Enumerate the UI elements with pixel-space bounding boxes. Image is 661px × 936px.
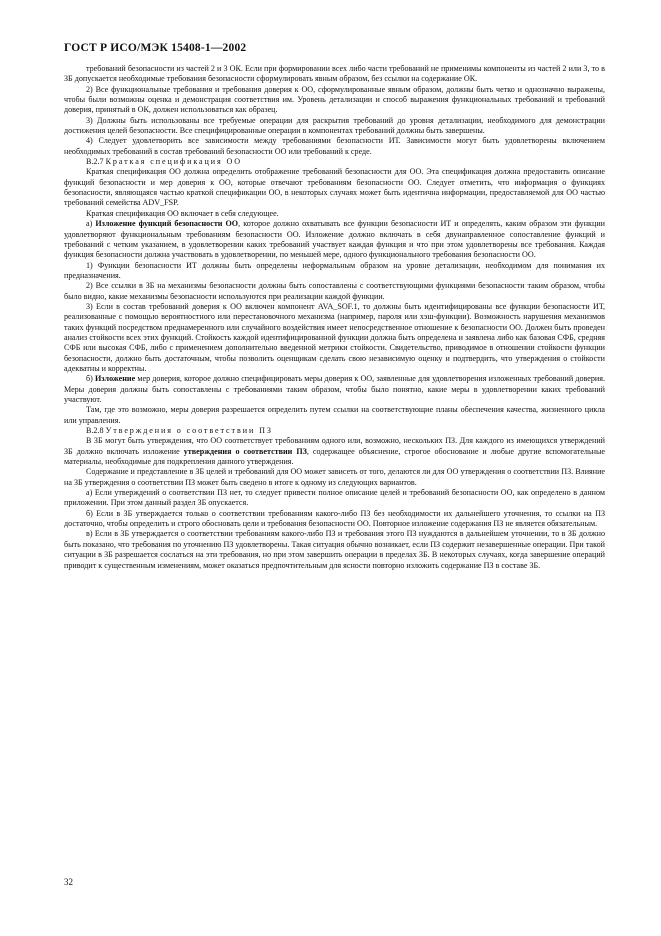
list-item: 4) Следует удовлетворить все зависимости между требованиями безопасности ИТ. Зависимости могут быть удовлетворены включением необходимых требований в состав требований безопасности ОО или требований к среде.	[64, 136, 605, 156]
paragraph: Краткая спецификация ОО должна определить отображение требований безопасности для ОО. Эта спецификация должна предоставить описание функций безопасности и мер доверия к ОО, которые отвечают требованиям безопасности ОО. Следует отметить, что информация о функциях безопасности, являющаяся частью краткой спецификации ОО, в некоторых случаях может быть идентична информации, предоставляемой для ОО частью требований семейства ADV_FSP.	[64, 167, 605, 208]
list-item: а) Если утверждений о соответствии ПЗ нет, то следует привести полное описание целей и требований безопасности ОО, как определено в данном приложении. При этом данный раздел ЗБ опускается.	[64, 488, 605, 508]
list-item: б) Если в ЗБ утверждается только о соответствии требованиям какого-либо ПЗ без необходимости их дальнейшего уточнения, то ссылки на ПЗ достаточно, чтобы определить и строго обосновать цели и требования безопасности ОО. Повторное изложение содержания ПЗ не является обязательным.	[64, 508, 605, 529]
page-header: ГОСТ Р ИСО/МЭК 15408-1—2002	[64, 42, 247, 54]
paragraph: Содержание и представление в ЗБ целей и требований для ОО может зависеть от того, делаются ли для ОО утверждения о соответствии ПЗ. Влияние на ЗБ утверждения о соответствии ПЗ может быть сведено в итоге к одному из следующих вариантов.	[64, 467, 605, 487]
page-number: 32	[64, 877, 73, 887]
list-item: 1) Функции безопасности ИТ должны быть определены неформальным образом на уровне детализации, необходимом для понимания их предназначения.	[64, 260, 605, 280]
paragraph: Там, где это возможно, меры доверия разрешается определить путем ссылки на соответствующие планы обеспечения качества, жизненного цикла или управления.	[64, 405, 605, 425]
section-heading: В.2.7 Краткая спецификация ОО	[86, 157, 243, 167]
paragraph: Краткая спецификация ОО включает в себя следующее.	[86, 208, 279, 218]
paragraph: В ЗБ могут быть утверждения, что ОО соответствует требованиям одного или, возможно, нескольких ПЗ. Для каждого из имеющихся утверждений ЗБ должно включать изложение утверждения о соответствии ПЗ, содержащее объяснение, строгое обоснование и любые другие вспомогательные материалы, необходимые для подкрепления данного утверждения.	[64, 436, 606, 467]
paragraph: требований безопасности из частей 2 и 3 ОК. Если при формировании всех либо части требований не применимы компоненты из частей 2 или 3, то в ЗБ допускается необходимые требования безопасности сформулировать явным образом, без ссылки на содержание ОК.	[64, 64, 605, 84]
list-item: а) Изложение функций безопасности ОО, которое должно охватывать все функции безопасности ИТ и определять, каким образом эти функции удовлетворяют функциональным требованиям безопасности ОО. Изложение должно включать в себя двунаправленное сопоставление функций и требований с четким указанием, в удовлетворении каких требований участвует каждая функция и что при этом удовлетворены все требования. Каждая функция безопасности должна участвовать в удовлетворении, по меньшей мере, одного функционального требования безопасности ОО.	[64, 219, 605, 260]
body-text	[64, 64, 605, 571]
list-item: 2) Все функциональные требования и требования доверия к ОО, сформулированные явным образом, должны быть четко и однозначно выражены, чтобы были возможны оценка и демонстрация соответствия им. Уровень детализации и способ выражения функциональных требований и требований доверия, принятый в ОК, должен использоваться как образец.	[64, 84, 605, 115]
list-item: 2) Все ссылки в ЗБ на механизмы безопасности должны быть сопоставлены с соответствующими функциями безопасности таким образом, чтобы было видно, какие механизмы безопасности используются при реализации каждой функции.	[64, 281, 605, 301]
list-item: в) Если в ЗБ утверждается о соответствии требованиям какого-либо ПЗ и требования этого ПЗ нуждаются в дальнейшем уточнении, то в ЗБ должно быть показано, что требования по уточнению ПЗ удовлетворены. Такая ситуация обычно возникает, если ПЗ содержит незавершенные операции. При такой ситуации в ЗБ разрешается сослаться на эти требования, но при этом завершить операции в пределах ЗБ. В некоторых случаях, когда завершение операций приводит к существенным изменениям, может оказаться предпочтительным для ясности повторно изложить содержание ПЗ в составе ЗБ.	[64, 529, 605, 570]
list-item: 3) Если в состав требований доверия к ОО включен компонент AVA_SOF.1, то должны быть идентифицированы все функции безопасности ИТ, реализованные с помощью вероятностного или перестановочного механизма (например, пароля или хэш-функции). Возможность нарушения механизмов таких функций посредством преднамеренного или случайного воздействия имеет непосредственное отношение к безопасности ОО. Должен быть проведен анализ стойкости всех этих функций. Стойкость каждой идентифицированной функции должна быть определена и заявлена либо как базовая СФБ, средняя СФБ или высокая СФБ, либо с применением дополнительно введенной метрики стойкости. Свидетельство, приводимое в отношении стойкости функции безопасности, должно быть достаточным, чтобы позволить оценщикам сделать свою независимую оценку и подтвердить, что утверждения о стойкости адекватны и корректны.	[64, 301, 605, 373]
list-item: б) Изложение мер доверия, которое должно специфицировать меры доверия к ОО, заявленные для удовлетворения изложенных требований доверия. Меры доверия должны быть сопоставлены с требованиями таким образом, чтобы было понятно, какие меры в удовлетворении каких требований участвуют.	[64, 374, 606, 404]
list-item: 3) Должны быть использованы все требуемые операции для раскрытия требований до уровня детализации, необходимого для демонстрации достижения целей безопасности. Все специфицированные операции в компонентах требований должны быть завершены.	[64, 115, 605, 136]
section-heading: В.2.8 Утверждения о соответствии ПЗ	[86, 426, 273, 436]
